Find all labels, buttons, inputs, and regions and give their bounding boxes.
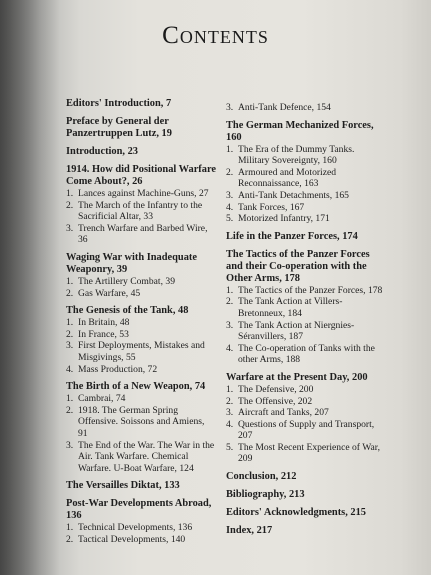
toc-section-title: Trench Warfare and Barbed Wire, 36 [78, 222, 208, 246]
toc-section-title: The Artillery Combat, 39 [78, 275, 175, 287]
toc-section-entry [226, 396, 386, 408]
toc-section-title: Anti-Tank Detachments, 165 [238, 189, 349, 201]
toc-chapter-entry: Introduction, 23 [66, 146, 138, 157]
toc-section-number: 3. [226, 407, 234, 419]
toc-section-number: 3. [226, 189, 234, 201]
toc-section-title: Armoured and Motorized Reconnaissance, 163 [238, 166, 337, 190]
toc-section-number: 1. [226, 143, 234, 155]
toc-section-entry [66, 522, 216, 534]
toc-section-title: Tank Forces, 167 [238, 201, 305, 213]
toc-section-entry [226, 296, 386, 319]
toc-section-entry [226, 407, 386, 419]
toc-chapter-entry: Editors' Introduction, 7 [66, 98, 172, 109]
toc-section-entry [226, 384, 386, 396]
toc-section-entry [226, 419, 386, 442]
toc-section-number: 3. [66, 340, 74, 352]
toc-section-entry [226, 442, 386, 465]
page-gutter-shadow [0, 0, 60, 575]
toc-section-entry [66, 317, 216, 329]
toc-chapter-entry: Post-War Developments Abroad, 136 [66, 498, 212, 522]
toc-section-number: 1. [66, 522, 74, 534]
toc-section-title: Mass Production, 72 [78, 363, 158, 375]
toc-section-title: Motorized Infantry, 171 [238, 213, 330, 225]
toc-section-title: The Era of the Dummy Tanks. Military Sovereignty, 160 [238, 143, 355, 167]
toc-section-entry [226, 213, 386, 225]
toc-section-number: 1. [226, 284, 234, 296]
toc-chapter-entry: The Tactics of the Panzer Forces and their Co-operation with the Other Arms, 178 [226, 248, 370, 284]
toc-chapter-entry: Preface by General der Panzertruppen Lutz, 19 [66, 116, 172, 139]
toc-section-number: 2. [226, 166, 234, 178]
toc-chapter-entry: Editors' Acknowledgments, 215 [226, 507, 366, 519]
toc-section-entry [226, 167, 386, 190]
toc-section-title: The Offensive, 202 [238, 395, 313, 407]
toc-section-number: 1. [226, 383, 234, 395]
toc-chapter-entry: The German Mechanized Forces, 160 [226, 119, 374, 143]
toc-section-title: Tactical Developments, 140 [78, 533, 186, 545]
toc-section-title: Aircraft and Tanks, 207 [238, 407, 329, 419]
toc-section-entry [66, 405, 216, 440]
toc-section-title: 1918. The German Spring Offensive. Soissons and Amiens, 91 [78, 404, 205, 439]
toc-section-title: The March of the Infantry to the Sacrificial Altar, 33 [78, 199, 203, 223]
toc-section-entry [66, 288, 216, 300]
toc-section-title: Gas Warfare, 45 [78, 287, 141, 299]
toc-chapter-entry: Warfare at the Present Day, 200 [226, 371, 368, 383]
toc-chapter-entry: Waging War with Inadequate Weaponry, 39 [66, 251, 197, 275]
contents-right-column [226, 102, 386, 537]
toc-chapter-entry: 1914. How did Positional Warfare Come About?, 26 [66, 164, 216, 187]
toc-chapter-entry: The Genesis of the Tank, 48 [66, 305, 189, 317]
toc-section-number: 1. [66, 317, 74, 329]
toc-section-title: The Tank Action at Niergnies-Séranvillers, 187 [238, 319, 355, 343]
toc-section-number: 4. [66, 363, 74, 375]
toc-section-number: 5. [226, 213, 234, 225]
toc-section-title: The Tactics of the Panzer Forces, 178 [238, 284, 383, 296]
toc-section-title: The Co-operation of Tanks with the other Arms, 188 [238, 342, 375, 366]
toc-section-number: 1. [66, 188, 74, 199]
toc-section-entry [66, 534, 216, 546]
toc-section-title: The Tank Action at Villers-Bretonneux, 184 [238, 296, 343, 319]
toc-section-number: 2. [66, 533, 74, 545]
toc-section-number: 2. [226, 395, 234, 407]
toc-chapter-entry: Life in the Panzer Forces, 174 [226, 230, 358, 242]
toc-section-number: 2. [66, 287, 74, 299]
toc-section-entry [66, 223, 216, 246]
toc-section-title: Cambrai, 74 [78, 393, 126, 405]
toc-section-number: 3. [226, 102, 234, 113]
toc-section-number: 1. [66, 275, 74, 287]
toc-section-entry [226, 320, 386, 343]
toc-section-title: In France, 53 [78, 328, 129, 340]
toc-section-entry [66, 340, 216, 363]
toc-section-entry [226, 202, 386, 214]
toc-section-title: First Deployments, Mistakes and Misgivings, 55 [78, 340, 205, 363]
toc-section-title: Technical Developments, 136 [78, 522, 193, 534]
toc-chapter-entry: Index, 217 [226, 525, 273, 537]
toc-chapter-entry: The Versailles Diktat, 133 [66, 480, 180, 492]
toc-section-number: 4. [226, 418, 234, 430]
toc-section-number: 3. [66, 439, 74, 451]
toc-section-entry [226, 102, 386, 114]
toc-chapter-entry: The Birth of a New Weapon, 74 [66, 381, 206, 393]
toc-section-entry [66, 364, 216, 376]
toc-section-title: The Most Recent Experience of War, 209 [238, 441, 380, 465]
toc-section-number: 1. [66, 393, 74, 405]
toc-section-entry [66, 393, 216, 405]
toc-section-number: 4. [226, 342, 234, 354]
toc-chapter-entry: Bibliography, 213 [226, 489, 305, 501]
toc-section-entry [66, 188, 216, 200]
toc-section-number: 3. [226, 319, 234, 331]
toc-section-number: 2. [66, 199, 74, 211]
toc-section-entry [66, 200, 216, 223]
toc-section-title: In Britain, 48 [78, 317, 130, 329]
contents-left-column [66, 98, 216, 545]
toc-section-entry [226, 144, 386, 167]
toc-section-entry [226, 285, 386, 297]
toc-section-number: 4. [226, 201, 234, 213]
toc-chapter-entry: Conclusion, 212 [226, 471, 297, 483]
toc-section-title: Questions of Supply and Transport, 207 [238, 418, 375, 442]
toc-section-entry [226, 190, 386, 202]
toc-section-entry [66, 276, 216, 288]
page-title: Contents [162, 22, 269, 49]
toc-section-title: Anti-Tank Defence, 154 [238, 102, 331, 113]
toc-section-title: Lances against Machine-Guns, 27 [78, 188, 209, 199]
toc-section-number: 5. [226, 441, 234, 453]
toc-section-entry [66, 329, 216, 341]
toc-section-number: 2. [226, 296, 234, 308]
toc-section-title: The End of the War. The War in the Air. Tank Warfare. Chemical Warfare. U-Boat Warfare, 124 [78, 439, 215, 474]
toc-section-number: 2. [66, 404, 74, 416]
toc-section-title: The Defensive, 200 [238, 383, 314, 395]
toc-section-number: 2. [66, 328, 74, 340]
toc-section-entry [66, 440, 216, 475]
toc-section-entry [226, 343, 386, 366]
toc-section-number: 3. [66, 222, 74, 234]
